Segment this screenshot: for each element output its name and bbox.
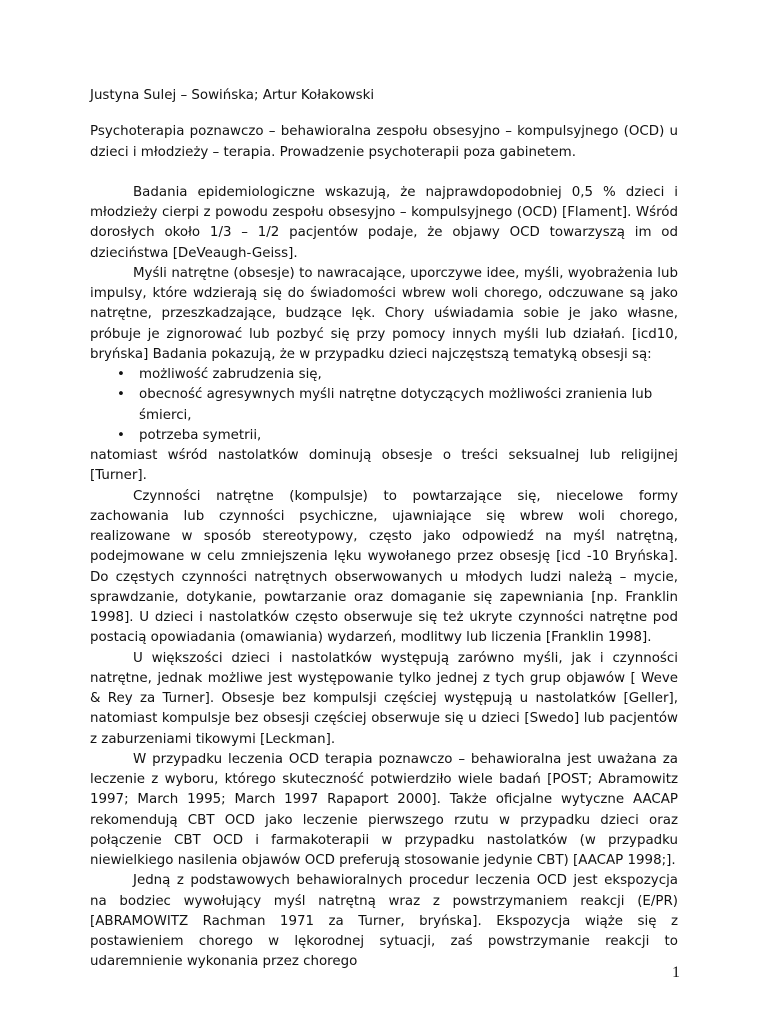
paragraph-epidemiology: Badania epidemiologiczne wskazują, że najprawdopodobniej 0,5 % dzieci i młodzieży cierpi z powodu zespołu obsesyjno – kompulsyjnego (OCD) [Flament]. Wśród dorosłych około 1/3 – 1/2 pacjentów podaje, że objawy OCD towarzyszą im od dzieciństwa [DeVeaugh-Geiss]. xyxy=(90,184,678,261)
paragraph-symptom-groups: U większości dzieci i nastolatków występują zarówno myśli, jak i czynności natrętne, jednak możliwe jest występowanie tylko jednej z tych grup objawów [ Weve & Rey za Turner]. Obsesje bez kompulsji częściej występują u nastolatków [Geller], natomiast kompulsje bez obsesji częściej obserwuje się u dzieci [Swedo] lub pacjentów z zaburzeniami tikowymi [Leckman]. xyxy=(90,650,678,747)
paragraph-treatment: W przypadku leczenia OCD terapia poznawczo – behawioralna jest uważana za leczenie z wyboru, którego skuteczność potwierdziło wiele badań [POST; Abramowitz 1997; March 1995; March 1997 Rapaport 2000]. Także oficjalne wytyczne AACAP rekomendują CBT OCD jako leczenie pierwszego rzutu w przypadku dzieci oraz połączenie CBT OCD i farmakoterapii w przypadku nastolatków (w przypadku niewielkiego nasilenia objawów OCD preferują stosowanie jedynie CBT) [AACAP 1998;]. xyxy=(90,751,678,868)
paragraph-exposure: Jedną z podstawowych behawioralnych procedur leczenia OCD jest ekspozycja na bodziec wywołujący myśl natrętną wraz z powstrzymaniem reakcji (E/PR) [ABRAMOWITZ Rachman 1971 za Turner, bryńska]. Ekspozycja wiąże się z postawieniem chorego w lękorodnej sytuacji, zaś powstrzymanie reakcji to udaremnienie wykonania przez chorego xyxy=(90,873,678,970)
bullet-icon: • xyxy=(117,427,125,443)
document-title: Psychoterapia poznawczo – behawioralna zespołu obsesyjno – kompulsyjnego (OCD) u dzieci i młodzieży – terapia. Prowadzenie psychoterapii poza gabinetem. xyxy=(90,124,678,160)
list-item xyxy=(117,385,678,426)
list-item-text: możliwość zabrudzenia się, xyxy=(139,367,322,382)
bullet-icon: • xyxy=(117,367,125,382)
document-body xyxy=(90,86,678,973)
list-item xyxy=(117,426,678,446)
list-item-text: obecność agresywnych myśli natrętne dotyczących możliwości zranienia lub śmierci, xyxy=(139,387,653,423)
paragraph-compulsions: Czynności natrętne (kompulsje) to powtarzające się, niecelowe formy zachowania lub czynności psychiczne, ujawniające się wbrew woli chorego, realizowane w sposób stereotypowy, często jako odpowiedź na myśl natrętną, podejmowane w celu zmniejszenia lęku wywołanego przez obsesję [icd -10 Bryńska]. Do częstych czynności natrętnych obserwowanych u młodych ludzi należą – mycie, sprawdzanie, dotykanie, powtarzanie oraz domaganie się zapewniania [np. Franklin 1998]. U dzieci i nastolatków często obserwuje się też ukryte czynności natrętne pod postacią opowiadania (omawiania) wydarzeń, modlitwy lub liczenia [Franklin 1998]. xyxy=(90,488,678,646)
obsession-theme-list xyxy=(90,365,678,446)
author-line: Justyna Sulej – Sowińska; Artur Kołakowski xyxy=(90,88,375,103)
page-number: 1 xyxy=(672,964,680,981)
list-item xyxy=(117,365,678,385)
bullet-icon: • xyxy=(117,387,125,403)
list-item-text: potrzeba symetrii, xyxy=(139,427,262,443)
teen-obsessions-line: natomiast wśród nastolatków dominują obsesje o treści seksualnej lub religijnej [Turner]. xyxy=(90,448,678,484)
paragraph-obsessions: Myśli natrętne (obsesje) to nawracające, uporczywe idee, myśli, wyobrażenia lub impulsy, które wdzierają się do świadomości wbrew woli chorego, odczuwane są jako natrętne, przeszkadzające, budzące lęk. Chory uświadamia sobie je jako własne, próbuje je zignorować lub pozbyć się przy pomocy innych myśli lub działań. [icd10, bryńska] Badania pokazują, że w przypadku dzieci najczęstszą tematyką obsesji są: xyxy=(90,265,678,362)
